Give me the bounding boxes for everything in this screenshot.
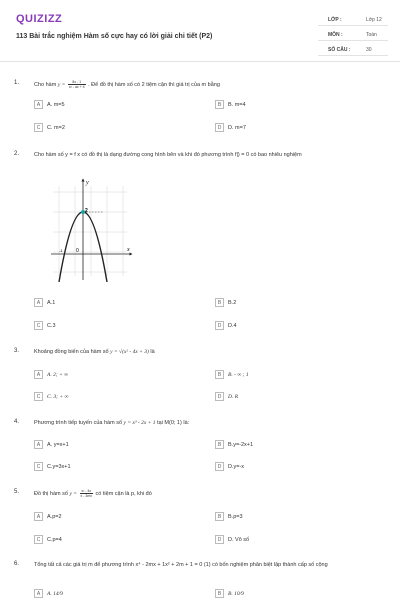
question-math: y = x³ - 2x + 1 (123, 420, 156, 426)
peak-label: 2 (85, 208, 88, 214)
option-letter-box: D (215, 123, 224, 132)
question-number: 1. (14, 80, 20, 86)
option-letter-box: B (215, 512, 224, 521)
option-text: C. 3; + ∞ (47, 393, 69, 400)
meta-class-value: Lớp 12 (366, 17, 382, 23)
option-a[interactable] (34, 100, 65, 109)
question-number: 4. (14, 419, 20, 425)
question-number: 5. (14, 489, 20, 495)
meta-subject-row (318, 29, 388, 41)
meta-subject-key: MÔN : (328, 32, 343, 38)
option-letter-box: A (34, 440, 43, 449)
question-text-lead: Cho hàm (34, 81, 57, 88)
option-a[interactable] (34, 512, 62, 521)
option-c[interactable] (34, 123, 65, 132)
option-letter-box: D (215, 392, 224, 401)
worksheet-header (0, 0, 400, 62)
option-text: D. m=7 (228, 124, 246, 131)
option-d[interactable] (215, 392, 238, 401)
option-d[interactable] (215, 321, 237, 330)
question-text (34, 80, 384, 89)
question-text-tail: tại M(0; 1) là: (157, 420, 190, 426)
option-text: D. R (228, 393, 239, 400)
question-text (34, 489, 384, 498)
option-text: D.4 (228, 322, 237, 329)
quizizz-logo: QUIZIZZ (16, 13, 63, 25)
option-c[interactable] (34, 462, 71, 471)
option-b[interactable] (215, 512, 243, 521)
option-text: B. 10/9 (228, 590, 244, 597)
meta-subject-value: Toán (366, 32, 377, 38)
option-letter-box: B (215, 589, 224, 598)
question-number: 6. (14, 561, 20, 567)
option-d[interactable] (215, 535, 249, 544)
option-text: A.p=2 (47, 513, 62, 520)
option-text: A. m=5 (47, 101, 65, 108)
option-letter-box: B (215, 298, 224, 307)
option-letter-box: A (34, 589, 43, 598)
option-d[interactable] (215, 123, 246, 132)
question-fraction (68, 80, 86, 89)
option-letter-box: A (34, 298, 43, 307)
option-b[interactable] (215, 298, 236, 307)
option-letter-box: C (34, 462, 43, 471)
option-a[interactable] (34, 589, 63, 598)
option-text: A. 2; + ∞ (47, 371, 69, 378)
option-b[interactable] (215, 589, 244, 598)
option-letter-box: D (215, 321, 224, 330)
option-letter-box: B (215, 440, 224, 449)
meta-count-value: 30 (366, 47, 372, 53)
option-text: C. m=2 (47, 124, 65, 131)
option-text: B.2 (228, 299, 237, 306)
option-letter-box: C (34, 123, 43, 132)
fraction-numerator: 8x - 1 (68, 80, 86, 85)
option-text: D. Vô số (228, 536, 250, 543)
option-text: B.y=-2x+1 (228, 441, 254, 448)
x-axis-label: x (127, 247, 130, 253)
question-text-lead: Khoảng đồng biến của hàm số (34, 349, 109, 355)
option-letter-box: C (34, 321, 43, 330)
option-letter-box: C (34, 535, 43, 544)
question-text-lead: Phương trình tiếp tuyến của hàm số (34, 420, 123, 426)
option-letter-box: C (34, 392, 43, 401)
option-c[interactable] (34, 321, 56, 330)
option-b[interactable] (215, 100, 246, 109)
meta-count-row (318, 44, 388, 56)
question-math-lead: y = (57, 81, 66, 88)
option-a[interactable] (34, 440, 69, 449)
meta-count-key: SỐ CÂU : (328, 47, 351, 53)
question-text: Cho hàm số y = f x có đồ thị là dạng đường cong hình bên và khi đó phương trình f|) = 0 có bao nhiêu nghiệm (34, 152, 302, 158)
option-text: B. - ∞ ; 1 (228, 371, 249, 378)
question-text-tail: có tiệm cận là p, khi đó (95, 490, 152, 497)
question-fraction (80, 489, 93, 498)
option-text: B. m=4 (228, 101, 246, 108)
option-d[interactable] (215, 462, 244, 471)
question-math: y = √(x² - 4x + 3) (110, 349, 149, 355)
question-text-tail: là (150, 349, 155, 355)
question-number: 3. (14, 348, 20, 354)
fraction-denominator: x - 3mx (80, 494, 93, 498)
option-letter-box: A (34, 100, 43, 109)
question-text: Tổng tất cả các giá trị m để phương trình x⁴ - 2mx + 1x² + 2m + 1 = 0 (1) có bốn nghiệm phân biệt lập thành cấp số cộng (34, 562, 328, 568)
option-text: A. y=x+1 (47, 441, 69, 448)
graph-grid (53, 186, 127, 276)
y-axis-label: y (86, 180, 89, 186)
option-letter-box: D (215, 462, 224, 471)
option-a[interactable] (34, 370, 68, 379)
question-text-tail: . Để đồ thị hàm số có 2 tiệm cận thì giá trị của m bằng (88, 81, 220, 88)
option-text: A. 14/9 (47, 590, 63, 597)
option-text: C.p=4 (47, 536, 62, 543)
origin-label: 0 (76, 248, 79, 254)
fraction-numerator: x² - 4x (81, 489, 92, 493)
option-c[interactable] (34, 535, 62, 544)
option-text: C.3 (47, 322, 56, 329)
question-math-lead: y = (69, 490, 77, 497)
option-letter-box: D (215, 535, 224, 544)
question-text (34, 419, 384, 427)
option-letter-box: A (34, 370, 43, 379)
meta-class-key: LỚP : (328, 17, 342, 23)
option-letter-box: B (215, 100, 224, 109)
option-text: D.y=-x (228, 463, 245, 470)
option-letter-box: A (34, 512, 43, 521)
option-c[interactable] (34, 392, 68, 401)
fraction-denominator: x² - ax + 4 (68, 85, 85, 89)
neg-label: -1 (59, 248, 63, 253)
option-letter-box: B (215, 370, 224, 379)
question-text (34, 348, 384, 356)
worksheet-title: 113 Bài trắc nghiệm Hàm số cực hay có lời giải chi tiết (P2) (16, 33, 213, 40)
meta-class-row (318, 14, 388, 26)
option-text: B.p=3 (228, 513, 243, 520)
question-text-lead: Đồ thị hàm số (34, 490, 68, 497)
question-number: 2. (14, 151, 20, 157)
option-b[interactable] (215, 440, 253, 449)
parabola-graph (45, 176, 137, 282)
option-text: C.y=3x+1 (47, 463, 71, 470)
option-a[interactable] (34, 298, 55, 307)
option-b[interactable] (215, 370, 249, 379)
option-text: A.1 (47, 299, 56, 306)
